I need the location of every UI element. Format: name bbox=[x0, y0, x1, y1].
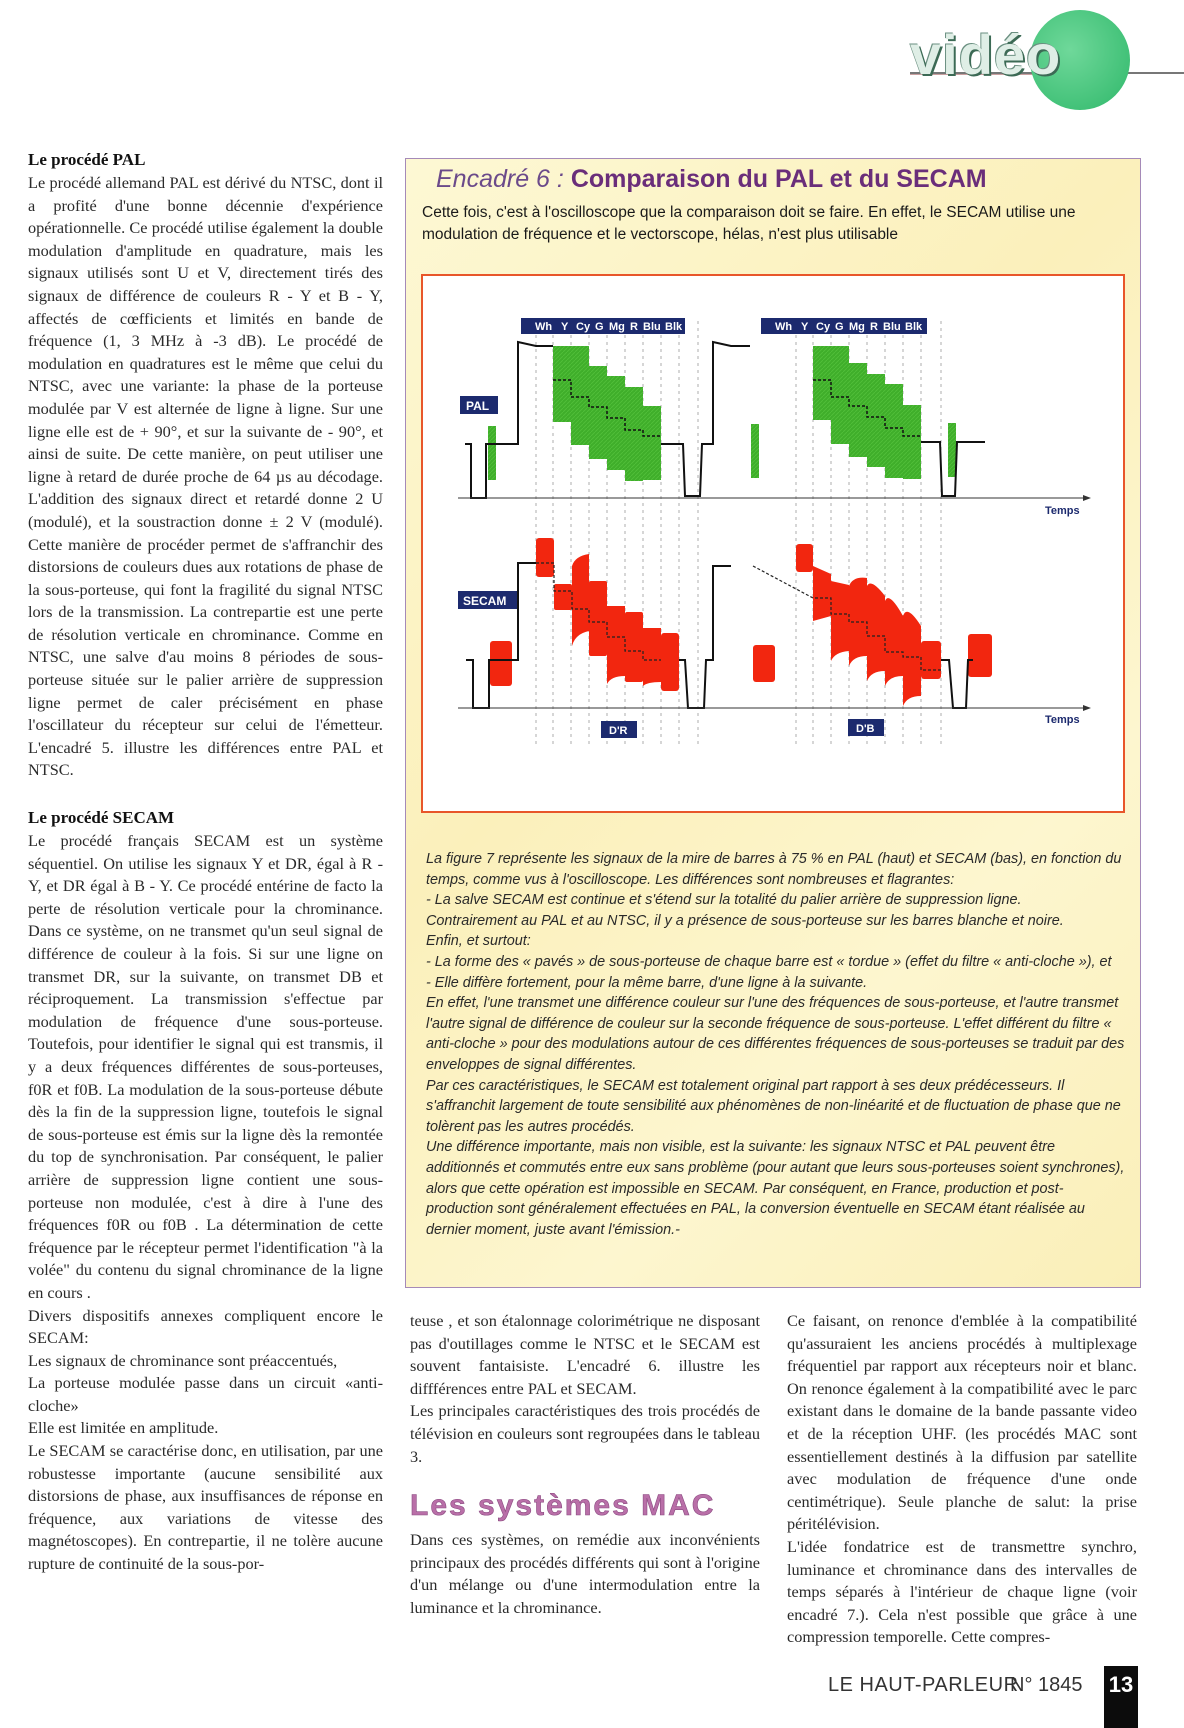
column-3 bbox=[787, 1310, 1137, 1649]
section-logo: vidéo bbox=[910, 23, 1062, 86]
secam-paragraph: Les signaux de chrominance sont préaccentués, bbox=[28, 1350, 338, 1370]
bar-label: Blk bbox=[665, 321, 683, 333]
caption-line: Enfin, et surtout: bbox=[426, 933, 531, 950]
secam-paragraph: Le procédé français SECAM est un système séquentiel. On utilise les signaux Y et DR, égal à R - Y, et DR égal à B - Y. Ce procédé entérine de facto la perte de résolution verticale pour la chrominance. Dans ce système, on ne transmet qu'un seul signal de différence de couleur à la fois. Si sur une ligne on transmet DR, sur la suivante, on transmet DB et réciproquement. La transmission s'effectue par modulation de fréquence d'une sous-porteuse. Toutefois, pour identifier le signal qui est transmis, il y a deux fréquences différentes de sous-porteuses, f0R et f0B. La modulation de la sous-porteuse débute dès la fin de la suppression ligne, toutefois le signal de sous-porteuse est émis sur la ligne dès la remontée du top de synchronisation. Par conséquent, le palier arrière de suppression ligne contient une sous-porteuse non modulée, c'est à dire à l'une des fréquences f0R ou f0B . La détermination de cette fréquence par le récepteur permet l'identification "à la volée" du contenu du signal chrominance de la ligne en cours . bbox=[28, 831, 383, 1302]
time-axis-label: Temps bbox=[1045, 714, 1080, 726]
sidebar-box-encadre-6 bbox=[405, 158, 1141, 1288]
time-axis-label: Temps bbox=[1045, 505, 1080, 517]
bar-label: Cy bbox=[576, 321, 591, 333]
secam-paragraph: La porteuse modulée passe dans un circuit «anti-cloche» bbox=[28, 1373, 383, 1415]
caption-line: La figure 7 représente les signaux de la mire de barres à 75 % en PAL (haut) et SECAM (bas), en fonction du temps, comme vus à l'oscilloscope. Les différences sont nombreuses et flagrantes: bbox=[426, 851, 1122, 888]
box-title-main: Comparaison du PAL et du SECAM bbox=[570, 165, 987, 193]
caption-line: - La forme des « pavés » de sous-porteuse de chaque barre est « tordue » (effet du filtre « anti-cloche »), et bbox=[426, 953, 1112, 970]
magazine-name: LE HAUT-PARLEUR bbox=[828, 1674, 1019, 1696]
body-paragraph: L'idée fondatrice est de transmettre synchro, luminance et chrominance dans des intervalles de temps séparés à l'intérieur de chaque ligne (voir encadré 7.). Cela n'est possible que grâce à une compression temporelle. Cette compres- bbox=[787, 1536, 1137, 1647]
bar-label: Wh bbox=[535, 321, 553, 333]
box-title-prefix: Encadré 6 : bbox=[436, 165, 564, 193]
bar-label: Blu bbox=[883, 321, 901, 333]
secam-heading: Le procédé SECAM bbox=[28, 808, 175, 828]
caption-line: - Elle diffère fortement, pour la même barre, d'une ligne à la suivante. bbox=[426, 974, 868, 991]
column-2 bbox=[410, 1310, 760, 1620]
bar-label: G bbox=[595, 321, 604, 333]
mac-heading: Les systèmes MAC bbox=[410, 1489, 716, 1523]
dr-label: D'R bbox=[609, 725, 628, 737]
bar-label: Y bbox=[561, 321, 569, 333]
pal-label: PAL bbox=[466, 399, 490, 413]
bar-label: R bbox=[870, 321, 878, 333]
bar-label: R bbox=[630, 321, 638, 333]
bar-label: Blu bbox=[643, 321, 661, 333]
box-caption bbox=[426, 849, 1126, 1240]
pal-paragraph: Le procédé allemand PAL est dérivé du NTSC, dont il a profité d'une bonne décennie d'expérience opérationnelle. Ce procédé utilise également la double modulation d'amplitude en quadrature, mais les signaux utilisés sont U et V, directement tirés des signaux de différence de couleurs R - Y et B - Y, affectés de cœfficients et limités en bande de fréquence (1, 3 MHz à -3 dB). Le procédé de modulation en quadratures est le même que celui du NTSC, avec une variante: la phase de la porteuse modulée par V est alternée de ligne à ligne. Sur une ligne elle est de + 90°, et sur la suivante de - 90°, et ainsi de suite. De cette manière, on peut utiliser une ligne à retard de durée proche de 64 µs au décodage. L'addition des signaux direct et retardé donne 2 U (modulé), et la soustraction donne ± 2 V (modulé). Cette manière de procéder permet de s'affranchir des distorsions de couleurs dues aux rotations de phase de la sous-porteuse, qui font la fragilité du signal NTSC lors de la transmission. La contrepartie est une perte de résolution verticale en chrominance. Comme en NTSC, une salve d'au moins 8 périodes de sous-porteuse située sur le palier arrière de suppression ligne permet de caler précisément en phase l'oscillateur du récepteur sur celui de l'émetteur. L'encadré 5. illustre les différences entre PAL et NTSC. bbox=[28, 173, 383, 780]
bar-label: Mg bbox=[609, 321, 625, 333]
caption-line: Une différence importante, mais non visible, est la suivante: les signaux NTSC et PAL peuvent être additionnés et commutés entre eux sans problème (pour autant que leurs sous-porteuses soient synchrones), alors que cette opération est impossible en SECAM. Par conséquent, en France, production et post-production sont généralement effectuées en PAL, la conversion éventuelle en SECAM étant réalisée au dernier moment, juste avant l'émission.- bbox=[426, 1139, 1125, 1238]
bar-label: Mg bbox=[849, 321, 865, 333]
bar-label: Cy bbox=[816, 321, 831, 333]
issue-number: N° 1845 bbox=[1010, 1674, 1083, 1696]
db-label: D'B bbox=[856, 723, 875, 735]
secam-label: SECAM bbox=[463, 594, 507, 608]
bar-label: Y bbox=[801, 321, 809, 333]
body-paragraph: teuse , et son étalonnage colorimétrique ne disposant pas d'outillages comme le NTSC et le SECAM est souvent fantaisiste. L'encadré 6. illustre les diffférences entre PAL et SECAM. bbox=[410, 1311, 760, 1398]
secam-paragraph: Elle est limitée en amplitude. bbox=[28, 1418, 219, 1438]
box-title bbox=[436, 165, 987, 194]
pal-heading: Le procédé PAL bbox=[28, 150, 146, 169]
page-number: 13 bbox=[1104, 1666, 1138, 1728]
body-paragraph: Ce faisant, on renonce d'emblée à la compatibilité qu'assuraient les anciens procédés à multiplexage fréquentiel par rapport aux récepteurs noir et blanc. On renonce également à la compatibilité avec le parc existant dans le domaine de la bande passante video et de la réception UHF. (les procédés MAC sont essentiellement destinés à la diffusion par satellite avec modulation de fréquence d'une onde centimétrique). Seule planche de salut: la prise péritélévision. bbox=[787, 1311, 1137, 1534]
caption-line: - La salve SECAM est continue et s'étend sur la totalité du palier arrière de suppression ligne. bbox=[426, 892, 1022, 909]
mac-paragraph: Dans ces systèmes, on remédie aux inconvénients principaux des procédés différents qui sont à l'origine d'un mélange ou d'une intermodulation entre la luminance et la chrominance. bbox=[410, 1530, 760, 1617]
secam-paragraph: Le SECAM se caractérise donc, en utilisation, par une robustesse importante (aucune sensibilité aux distorsions de phase, aux insuffisances de réponse en fréquence, aux variations de vitesse des magnétoscopes). En contrepartie, il ne tolère aucune rupture de continuité de la sous-por- bbox=[28, 1441, 383, 1574]
body-paragraph: Les principales caractéristiques des trois procédés de télévision en couleurs sont regroupées dans le tableau 3. bbox=[410, 1401, 760, 1466]
bar-label: Wh bbox=[775, 321, 793, 333]
box-intro: Cette fois, c'est à l'oscilloscope que la comparaison doit se faire. En effet, le SECAM utilise une modulation de fréquence et le vectorscope, hélas, n'est plus utilisable bbox=[422, 204, 1076, 243]
caption-line: En effet, l'une transmet une différence couleur sur l'une des fréquences de sous-porteuse, et l'autre transmet l'autre signal de différence de couleur sur la seconde fréquence de sous-porteuse. L'effet différent du filtre « anti-cloche » pour des modulations autour de ces différentes fréquences de sous-porteuses se traduit par des enveloppes de signal différentes. bbox=[426, 995, 1125, 1073]
column-1 bbox=[28, 148, 383, 1576]
waveform-diagram bbox=[423, 276, 1123, 811]
secam-paragraph: Divers dispositifs annexes compliquent encore le SECAM: bbox=[28, 1305, 383, 1348]
caption-line: Par ces caractéristiques, le SECAM est totalement original part rapport à ses deux prédécesseurs. Il s'affranchit largement de toute sensibilité aux phénomènes de non-linéarité et de fluctuation de phase que ne tolèrent pas les autres procédés. bbox=[426, 1077, 1121, 1135]
oscilloscope-figure bbox=[421, 274, 1125, 813]
caption-line: Contrairement au PAL et au NTSC, il y a présence de sous-porteuse sur les barres blanche et noire. bbox=[426, 912, 1064, 929]
bar-label: G bbox=[835, 321, 844, 333]
bar-label: Blk bbox=[905, 321, 923, 333]
